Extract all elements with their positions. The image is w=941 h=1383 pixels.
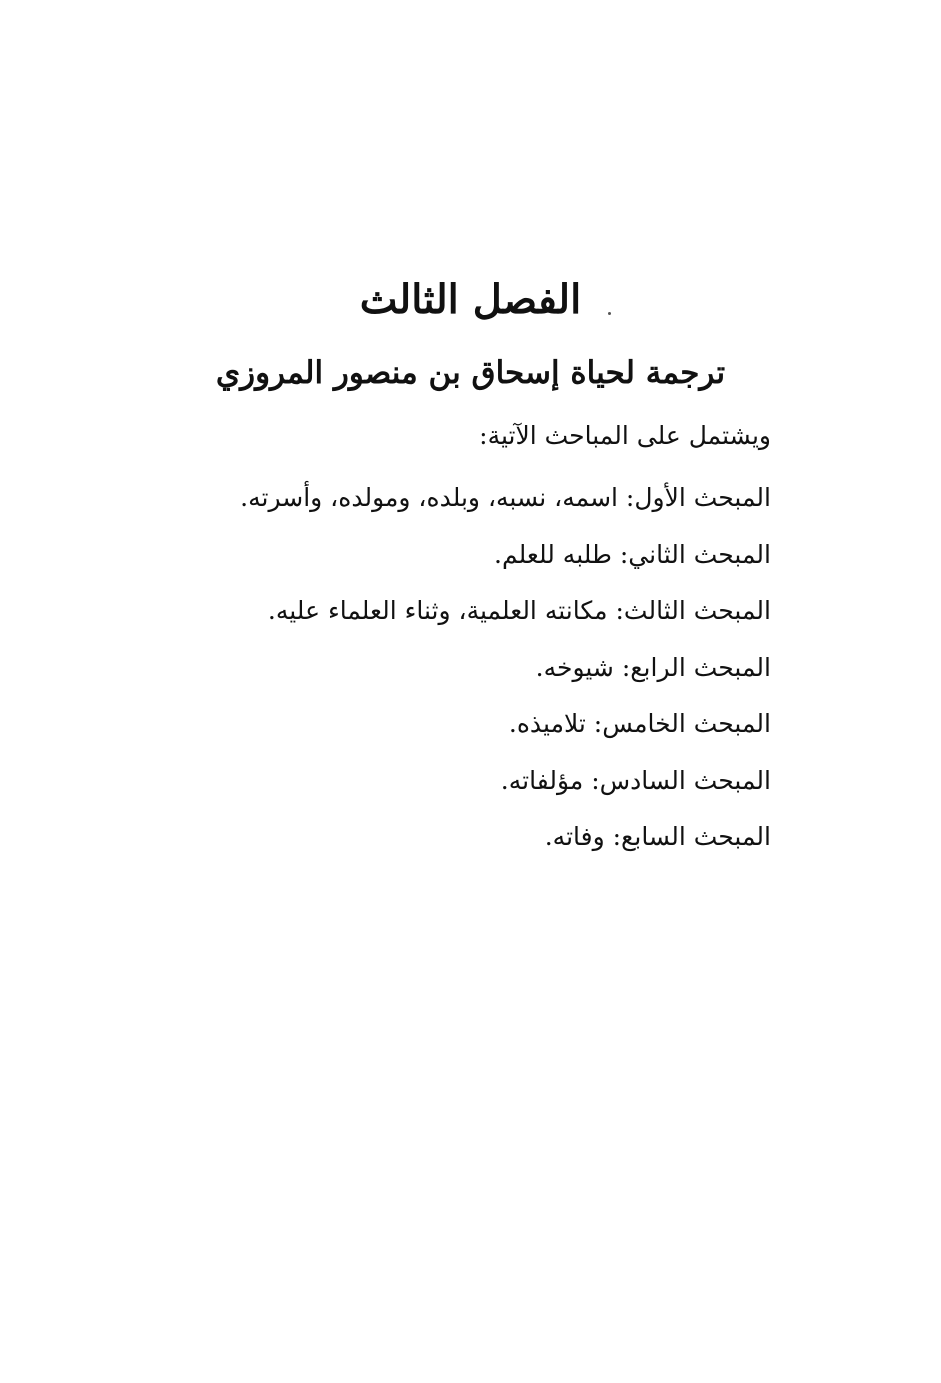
section-item-5: المبحث الخامس: تلاميذه.: [508, 709, 771, 738]
section-item-2: المبحث الثاني: طلبه للعلم.: [494, 539, 771, 569]
chapter-subtitle: ترجمة لحياة إسحاق بن منصور المروزي: [215, 355, 726, 391]
section-item-6: المبحث السادس: مؤلفاته.: [500, 765, 771, 795]
intro-line: ويشتمل على المباحث الآتية:: [479, 421, 771, 450]
section-item-7: المبحث السابع: وفاته.: [544, 822, 771, 851]
section-item-3: المبحث الثالث: مكانته العلمية، وثناء العلماء عليه.: [267, 596, 771, 625]
section-item-4: المبحث الرابع: شيوخه.: [535, 652, 771, 682]
sections-list: [240, 470, 771, 866]
chapter-title: الفصل الثالث: [359, 276, 582, 323]
stray-dot-mark: [608, 312, 611, 315]
section-item-1: المبحث الأول: اسمه، نسبه، وبلده، ومولده، وأسرته.: [240, 483, 771, 512]
